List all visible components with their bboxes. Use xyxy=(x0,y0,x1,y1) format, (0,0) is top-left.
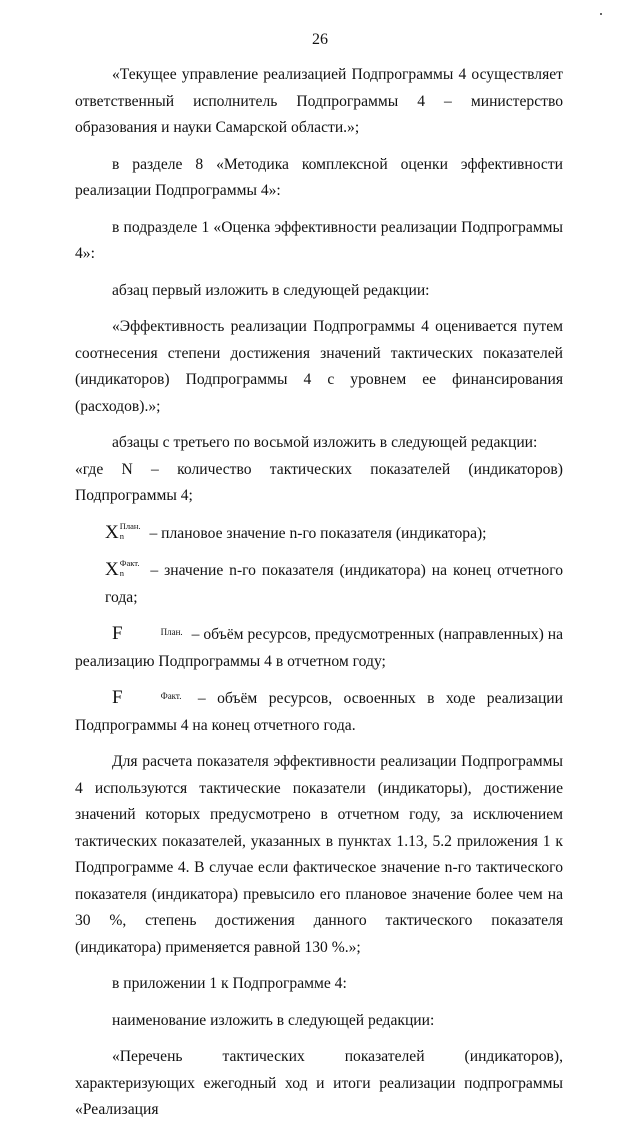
paragraph-where-n: «где N – количество тактических показателей (индикаторов) Подпрограммы 4; xyxy=(75,460,563,504)
symbol-indices xyxy=(120,558,140,578)
superscript-fact: Факт. xyxy=(160,691,182,701)
definition-text: – объём ресурсов, освоенных в ходе реализации Подпрограммы 4 на конец отчетного года. xyxy=(75,690,563,734)
paragraph-list-title: «Перечень тактических показателей (индикаторов), характеризующих ежегодный ход и итоги реализации подпрограммы «Реализация xyxy=(75,1048,563,1118)
paragraph-efficiency: «Эффективность реализации Подпрограммы 4 оценивается путем соотнесения степени достижения значений тактических показателей (индикаторов) Подпрограммы 4 с уровнем ее финансирования (расходов).»; xyxy=(75,318,563,415)
symbol-x: X xyxy=(105,521,119,543)
page-number: 26 xyxy=(312,31,328,48)
scan-mark xyxy=(600,13,602,15)
paragraph-third-to-eighth: абзацы с третьего по восьмой изложить в следующей редакции: xyxy=(112,434,538,451)
superscript-plan: План. xyxy=(160,627,183,637)
definition-x-fact xyxy=(75,557,563,611)
definition-text: – объём ресурсов, предусмотренных (направленных) на реализацию Подпрограммы 4 в отчетном году; xyxy=(75,626,563,670)
definition-x-plan xyxy=(75,520,563,548)
definition-text: – значение n-го показателя (индикатора) на конец отчетного года; xyxy=(105,562,563,606)
symbol-x: X xyxy=(105,559,119,580)
document-body xyxy=(75,62,563,1124)
superscript-fact: Факт. xyxy=(119,558,140,569)
definition-f-plan xyxy=(75,621,563,675)
symbol-f: F xyxy=(112,687,123,708)
definition-text: – плановое значение n-го показателя (индикатора); xyxy=(145,524,487,542)
paragraph-first-abzac: абзац первый изложить в следующей редакции: xyxy=(112,281,430,299)
paragraph-appendix-1: в приложении 1 к Подпрограмме 4: xyxy=(112,975,347,992)
paragraph-section-8: в разделе 8 «Методика комплексной оценки эффективности реализации Подпрограммы 4»: xyxy=(75,155,563,199)
symbol-indices xyxy=(120,521,141,541)
paragraph-subsection-1: в подразделе 1 «Оценка эффективности реализации Подпрограммы 4»: xyxy=(75,218,563,262)
definition-f-fact xyxy=(75,685,563,739)
paragraph-management: «Текущее управление реализацией Подпрограммы 4 осуществляет ответственный исполнитель Подпрограммы 4 – министерство образования и науки Самарской области.»; xyxy=(75,66,563,136)
symbol-f: F xyxy=(112,623,123,644)
paragraph-calculation: Для расчета показателя эффективности реализации Подпрограммы 4 используются тактические показатели (индикаторы), достижение значений которых предусмотрено в отчетном году, за исключением тактических показателей, указанных в пунктах 1.13, 5.2 приложения 1 к Подпрограмме 4. В случае если фактическое значение n-го тактического показателя (индикатора) превысило его плановое значение более чем на 30 %, степень достижения данного тактического показателя (индикатора) применяется равной 130 %.»; xyxy=(75,753,563,956)
subscript-n: n xyxy=(119,530,124,541)
paragraph-naming: наименование изложить в следующей редакции: xyxy=(112,1011,435,1029)
subscript-n: n xyxy=(119,568,124,579)
superscript-plan: План. xyxy=(119,520,141,531)
